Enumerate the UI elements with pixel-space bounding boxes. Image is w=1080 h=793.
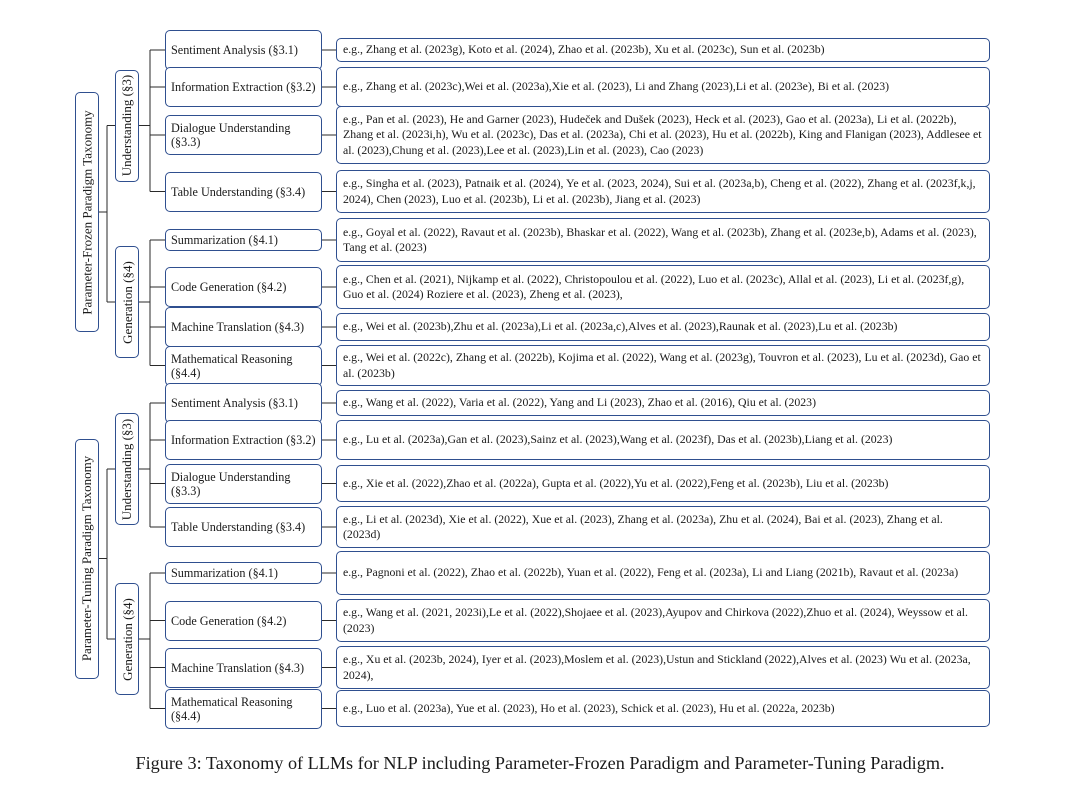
category-box xyxy=(165,172,322,212)
reference-list: e.g., Wang et al. (2022), Varia et al. (2022), Yang and Li (2023), Zhao et al. (2016), Qiu et al. (2023) xyxy=(343,395,816,410)
category-label: Code Generation (§4.2) xyxy=(171,280,287,294)
group-label-text: Understanding (§3) xyxy=(119,418,135,520)
category-box xyxy=(165,562,322,584)
category-label: Information Extraction (§3.2) xyxy=(171,80,316,94)
reference-box xyxy=(336,420,990,460)
category-box xyxy=(165,420,322,460)
category-box xyxy=(165,464,322,504)
reference-box xyxy=(336,599,990,642)
group-label xyxy=(115,413,139,525)
category-label: Table Understanding (§3.4) xyxy=(171,184,306,199)
paradigm-label xyxy=(75,439,99,679)
reference-list: e.g., Xie et al. (2022),Zhao et al. (2022a), Gupta et al. (2022),Yu et al. (2022),Feng et al. (2023b), Liu et al. (2023b) xyxy=(343,475,889,490)
paradigm-label-text: Parameter-Tuning Paradigm Taxonomy xyxy=(79,455,95,662)
category-label: Table Understanding (§3.4) xyxy=(171,520,306,534)
reference-list: e.g., Luo et al. (2023a), Yue et al. (2023), Ho et al. (2023), Schick et al. (2023), Hu et al. (2022a, 2023b) xyxy=(343,700,835,715)
category-label: Machine Translation (§4.3) xyxy=(171,660,305,675)
category-box xyxy=(165,346,322,386)
reference-list: e.g., Lu et al. (2023a),Gan et al. (2023),Sainz et al. (2023),Wang et al. (2023f), Das et al. (2023b),Liang et al. (2023) xyxy=(343,432,893,447)
reference-box xyxy=(336,313,990,341)
reference-box xyxy=(336,265,990,309)
category-label: Dialogue Understanding (§3.3) xyxy=(171,121,291,149)
reference-list: e.g., Wei et al. (2022c), Zhang et al. (2022b), Kojima et al. (2022), Wang et al. (2023g), Touvron et al. (2023), Lu et al. (2023d), Gao et al. (2023b) xyxy=(343,350,981,380)
reference-box xyxy=(336,218,990,262)
group-label xyxy=(115,583,139,695)
reference-list: e.g., Zhang et al. (2023c),Wei et al. (2023a),Xie et al. (2023), Li and Zhang (2023),Li et al. (2023e), Bi et al. (2023) xyxy=(343,79,890,94)
reference-box xyxy=(336,345,990,386)
category-box xyxy=(165,115,322,155)
reference-box xyxy=(336,38,990,62)
category-box xyxy=(165,307,322,347)
reference-list: e.g., Singha et al. (2023), Patnaik et al. (2024), Ye et al. (2023, 2024), Sui et al. (2023a,b), Cheng et al. (2022), Zhang et al. (2023f,k,j, 2024), Chen (2023), Luo et al. (2023b), Li et al. (2023b), Jiang et al. (2023) xyxy=(343,176,976,206)
paradigm-label xyxy=(75,92,99,332)
paradigm-label-text: Parameter-Frozen Paradigm Taxonomy xyxy=(79,109,95,315)
category-box xyxy=(165,67,322,107)
category-label: Summarization (§4.1) xyxy=(171,566,278,580)
figure-caption: Figure 3: Taxonomy of LLMs for NLP including Parameter-Frozen Paradigm and Parameter-Tuning Paradigm. xyxy=(135,753,945,773)
group-label xyxy=(115,70,139,182)
category-label: Sentiment Analysis (§3.1) xyxy=(171,396,298,410)
category-label: Summarization (§4.1) xyxy=(171,233,278,247)
category-label: Machine Translation (§4.3) xyxy=(171,320,305,334)
reference-box xyxy=(336,170,990,213)
category-box xyxy=(165,383,322,423)
category-box xyxy=(165,601,322,641)
category-box xyxy=(165,648,322,688)
reference-box xyxy=(336,506,990,548)
reference-box xyxy=(336,646,990,689)
reference-list: e.g., Pan et al. (2023), He and Garner (2023), Hudeček and Dušek (2023), Heck et al. (2023), Gao et al. (2023a), Li et al. (2022b), Zhang et al. (2023i,h), Wu et al. (2023c), Das et al. (2023a), Chi et al. (2023), Hu et al. (2022b), King and Flanigan (2023), Addlesee et al. (2023),Chung et al. (2023),Lee et al. (2023),Lin et al. (2023), Cao (2023) xyxy=(343,111,982,157)
reference-box xyxy=(336,106,990,164)
category-box xyxy=(165,30,322,70)
reference-list: e.g., Wang et al. (2021, 2023i),Le et al. (2022),Shojaee et al. (2023),Ayupov and Chirkova (2022),Zhuo et al. (2024), Weyssow et al. (2023) xyxy=(343,605,968,635)
reference-list: e.g., Xu et al. (2023b, 2024), Iyer et al. (2023),Moslem et al. (2023),Ustun and Stickland (2022),Alves et al. (2023) Wu et al. (2023a, 2024), xyxy=(343,652,971,682)
reference-list: e.g., Zhang et al. (2023g), Koto et al. (2024), Zhao et al. (2023b), Xu et al. (2023c), Sun et al. (2023b) xyxy=(343,42,825,57)
group-label xyxy=(115,246,139,358)
category-label: Information Extraction (§3.2) xyxy=(171,433,316,447)
category-label: Code Generation (§4.2) xyxy=(171,613,287,628)
category-label: Sentiment Analysis (§3.1) xyxy=(171,43,298,57)
reference-box xyxy=(336,390,990,416)
reference-list: e.g., Goyal et al. (2022), Ravaut et al. (2023b), Bhaskar et al. (2022), Wang et al. (2023b), Zhang et al. (2023e,b), Adams et al. (2023), Tang et al. (2023) xyxy=(343,224,977,254)
category-box xyxy=(165,229,322,251)
reference-box xyxy=(336,690,990,727)
reference-list: e.g., Wei et al. (2023b),Zhu et al. (2023a),Li et al. (2023a,c),Alves et al. (2023),Raunak et al. (2023),Lu et al. (2023b) xyxy=(343,319,898,334)
category-box xyxy=(165,689,322,729)
reference-list: e.g., Chen et al. (2021), Nijkamp et al. (2022), Christopoulou et al. (2022), Luo et al. (2023c), Allal et al. (2023), Li et al. (2023f,g), Guo et al. (2024) Roziere et al. (2023), Zheng et al. (2023), xyxy=(343,271,965,301)
reference-box xyxy=(336,465,990,502)
group-label-text: Understanding (§3) xyxy=(119,74,135,177)
group-label-text: Generation (§4) xyxy=(119,260,135,344)
reference-list: e.g., Pagnoni et al. (2022), Zhao et al. (2022b), Yuan et al. (2022), Feng et al. (2023a), Li and Liang (2021b), Ravaut et al. (2023a) xyxy=(343,565,959,580)
category-label: Dialogue Understanding (§3.3) xyxy=(171,469,291,498)
reference-box xyxy=(336,551,990,595)
category-box xyxy=(165,507,322,547)
reference-box xyxy=(336,67,990,107)
category-label: Mathematical Reasoning (§4.4) xyxy=(171,351,293,380)
category-box xyxy=(165,267,322,307)
category-label: Mathematical Reasoning (§4.4) xyxy=(171,694,293,723)
group-label-text: Generation (§4) xyxy=(119,597,135,681)
reference-list: e.g., Li et al. (2023d), Xie et al. (2022), Xue et al. (2023), Zhang et al. (2023a), Zhu et al. (2024), Bai et al. (2023), Zhang et al. (2023d) xyxy=(343,511,943,541)
